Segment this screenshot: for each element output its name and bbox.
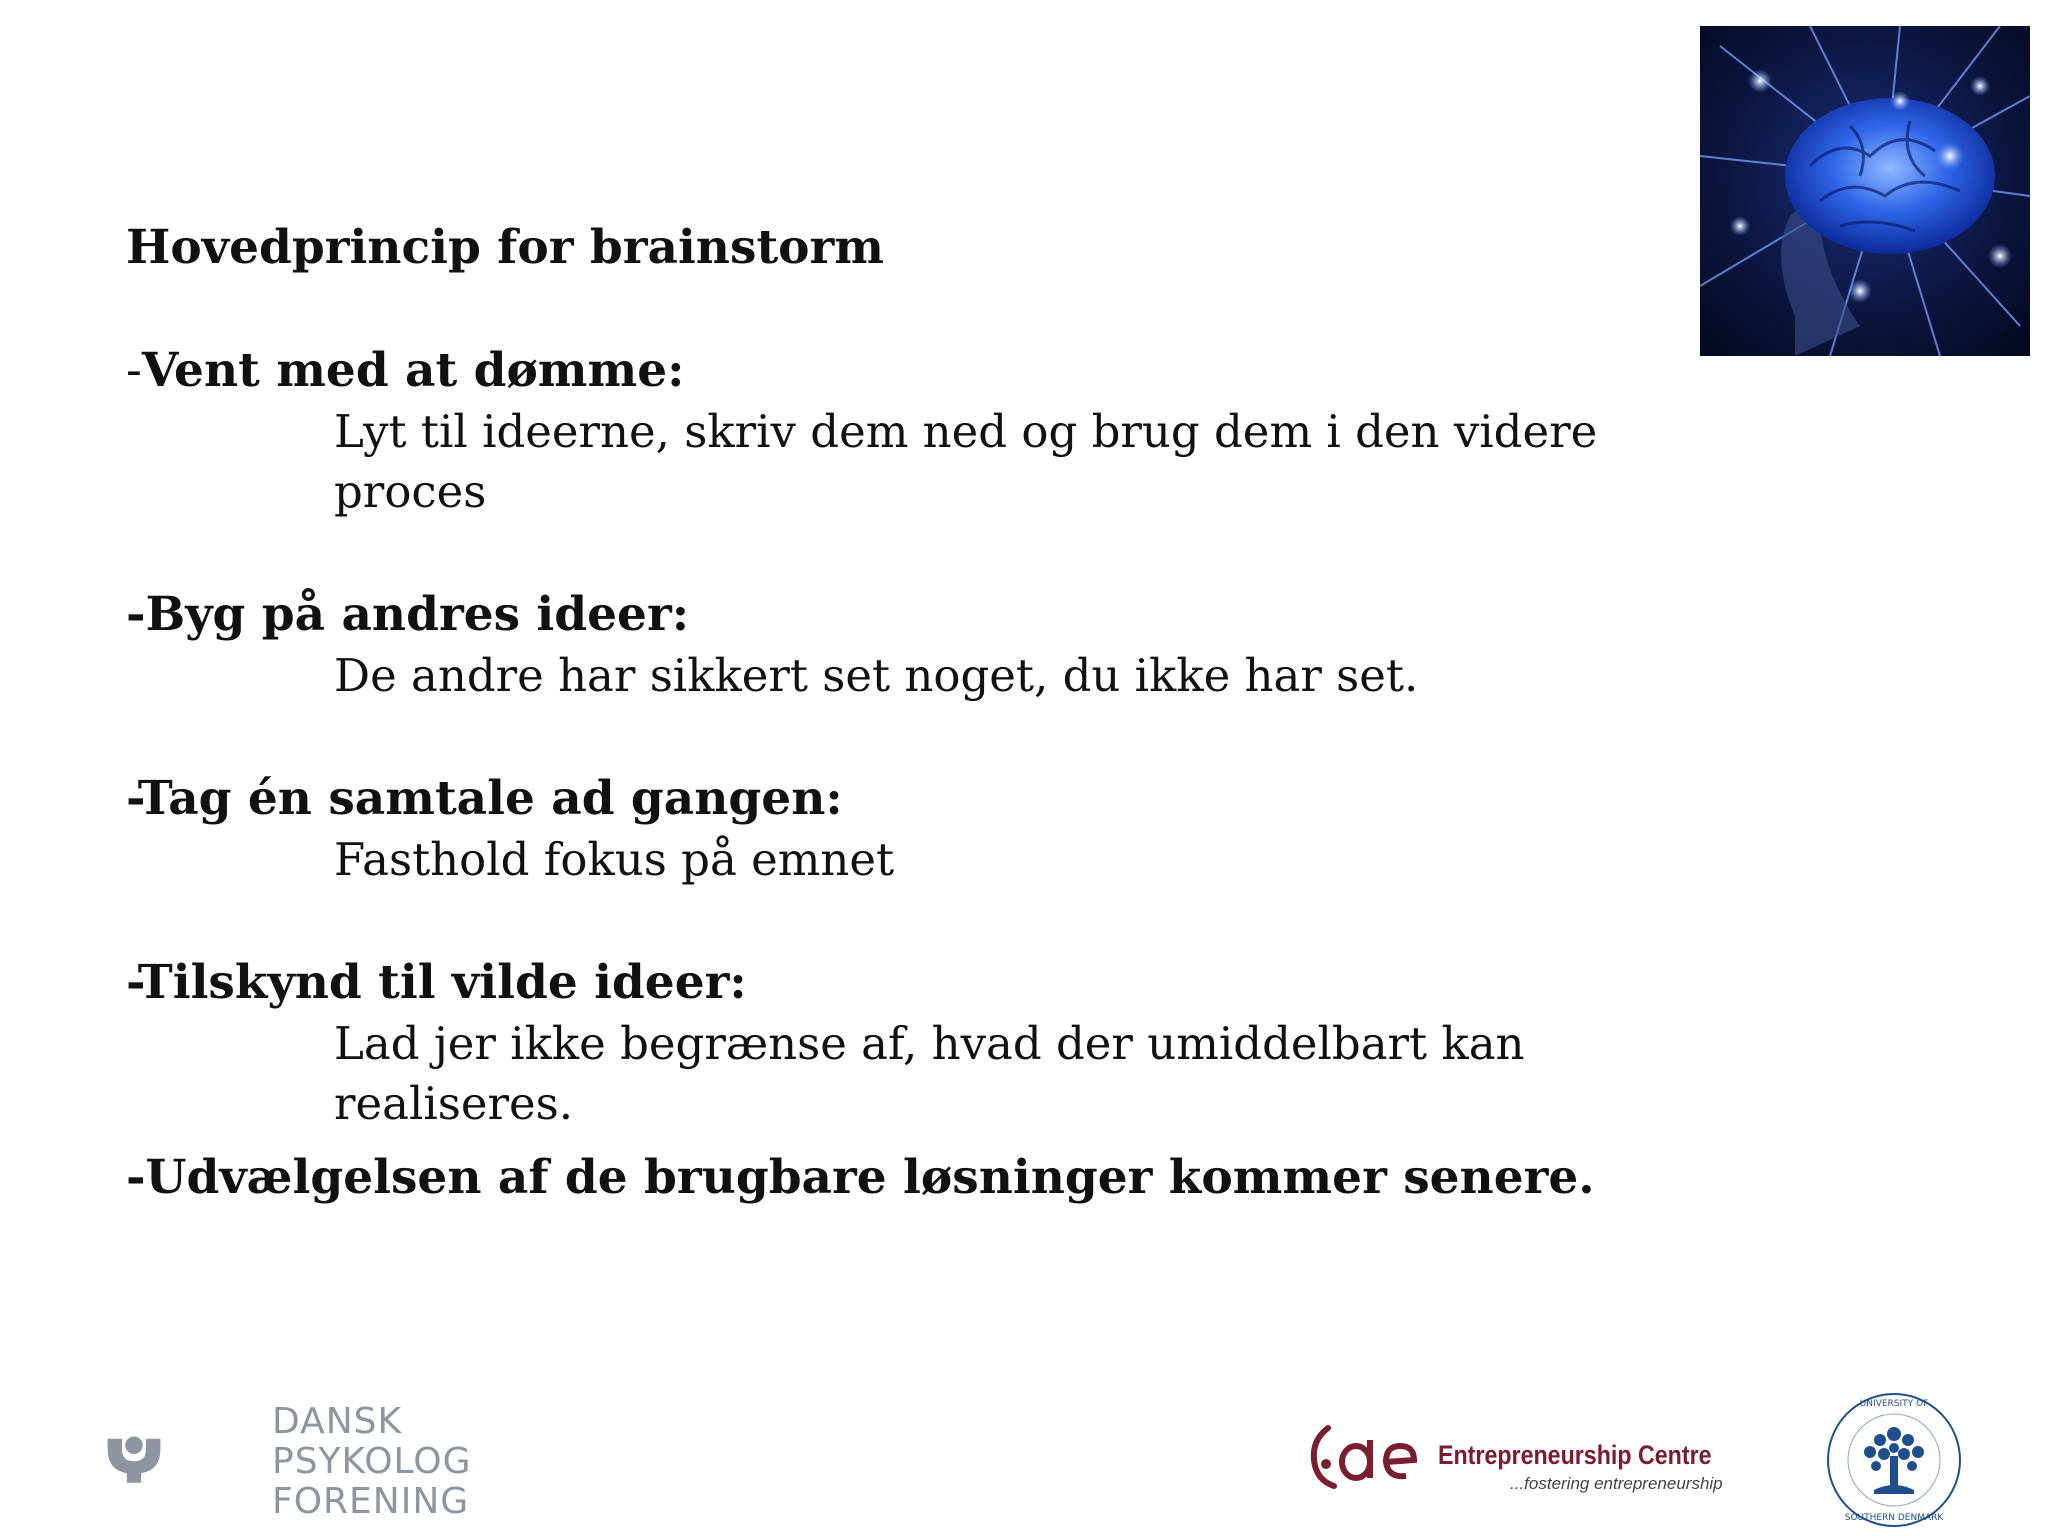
- dash: -: [126, 955, 138, 1010]
- logo-line: DANSK: [272, 1401, 403, 1442]
- principle-heading: [126, 340, 1726, 402]
- principle-description: Lad jer ikke begrænse af, hvad der umiddelbart kan realiseres.: [334, 1017, 1525, 1130]
- slide-title: Hovedprincip for brainstorm: [126, 220, 884, 275]
- principle-heading-text: Tag én samtale ad gangen:: [137, 771, 843, 826]
- slide-body: [126, 218, 1726, 1134]
- psi-logo-icon: [106, 1396, 266, 1520]
- principle-description: Lyt til ideerne, skriv dem ned og brug dem i den videre proces: [334, 405, 1598, 518]
- principle-heading-text: Vent med at dømme:: [141, 343, 685, 398]
- idea-wordmark-icon: [1306, 1420, 1426, 1490]
- principle-section: [126, 340, 1726, 522]
- principle-heading-text: Byg på andres ideer:: [145, 587, 690, 642]
- principle-description: Fasthold fokus på emnet: [334, 833, 895, 886]
- idea-tagline: ...fostering entrepreneurship: [1510, 1474, 1723, 1493]
- logo-line: PSYKOLOG: [272, 1441, 472, 1482]
- logo-line: FORENING: [272, 1481, 470, 1522]
- dash: -: [126, 587, 146, 642]
- dash: -: [126, 771, 138, 826]
- principle-section: [126, 584, 1726, 706]
- brain-network-image: [1700, 26, 2030, 356]
- svg-text:SOUTHERN DENMARK: SOUTHERN DENMARK: [1844, 1513, 1944, 1523]
- principle-heading: [126, 952, 1726, 1014]
- principle-description: De andre har sikkert set noget, du ikke har set.: [334, 649, 1419, 702]
- principle-heading: [126, 768, 1726, 830]
- dash: -: [126, 343, 142, 398]
- principle-heading: [126, 584, 1726, 646]
- svg-text:UNIVERSITY OF: UNIVERSITY OF: [1859, 1399, 1929, 1409]
- sdu-seal-icon: [1824, 1390, 1964, 1530]
- dansk-psykolog-forening-logo: [272, 1402, 472, 1522]
- final-note: -Udvælgelsen af de brugbare løsninger kommer senere.: [126, 1150, 1595, 1205]
- principle-heading-text: Tilskynd til vilde ideer:: [137, 955, 747, 1010]
- idea-centre-name: Entrepreneurship Centre: [1438, 1440, 1712, 1470]
- principle-section: [126, 768, 1726, 890]
- principle-section: [126, 952, 1726, 1134]
